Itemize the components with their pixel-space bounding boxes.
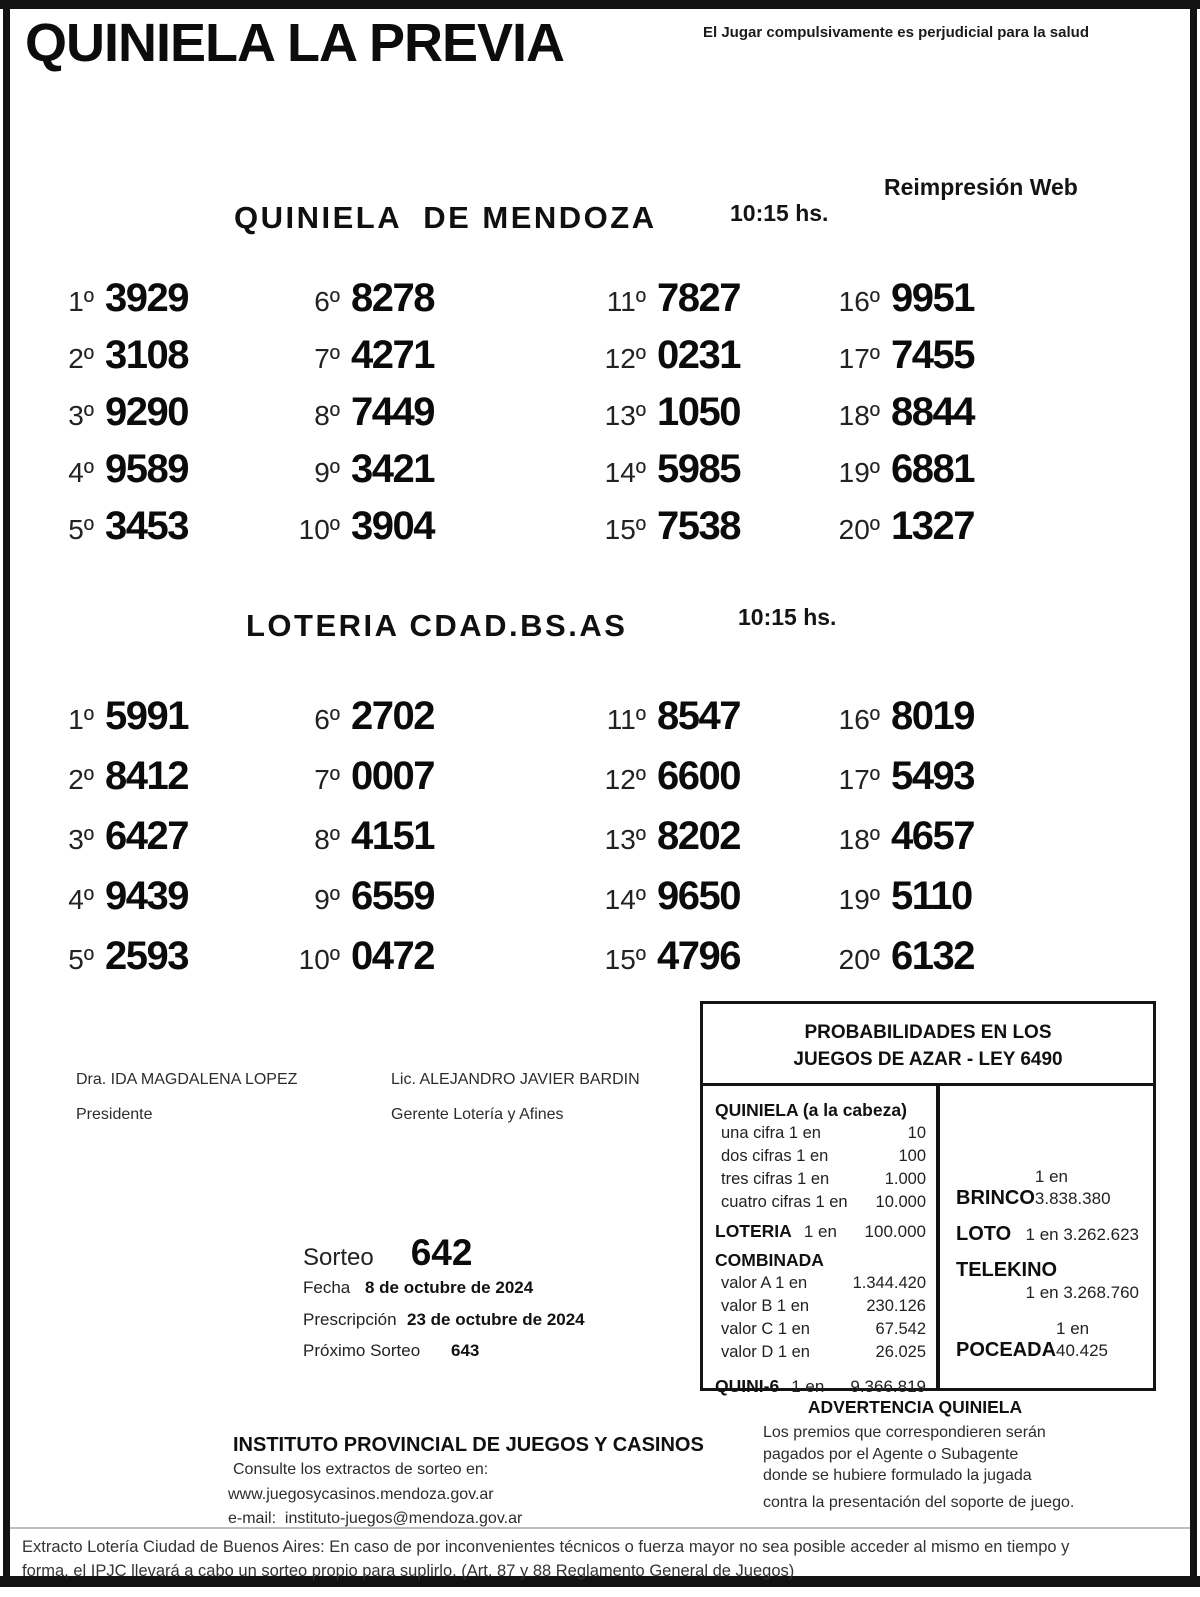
telekino-odds-row <box>956 1258 1139 1304</box>
bsas-results-column-2 <box>298 686 434 986</box>
fecha-value: 8 de octubre de 2024 <box>365 1278 534 1297</box>
winning-number: 9589 <box>105 447 188 491</box>
mendoza-results-grid <box>0 270 1200 558</box>
institute-website: www.juegosycasinos.mendoza.gov.ar <box>228 1486 494 1503</box>
loteria-odds-row <box>715 1219 926 1244</box>
winning-number: 4151 <box>351 814 434 858</box>
result-entry <box>822 866 974 926</box>
winning-number: 3453 <box>105 504 188 548</box>
winning-number: 1050 <box>657 390 740 434</box>
draw-position-label: 16º <box>838 286 880 317</box>
footer-separator <box>10 1527 1190 1529</box>
mendoza-results-column-1 <box>52 270 188 555</box>
winning-number: 6427 <box>105 814 188 858</box>
result-entry <box>298 327 434 384</box>
odds-mid: 1 en <box>791 1377 825 1396</box>
page-border-top <box>0 0 1200 9</box>
official-role-manager: Gerente Lotería y Afines <box>391 1106 564 1123</box>
reprint-label: Reimpresión Web <box>884 174 1078 200</box>
draw-position-label: 7º <box>314 343 340 374</box>
proximo-sorteo-row <box>303 1340 479 1362</box>
draw-position-label: 3º <box>68 400 94 431</box>
fecha-label: Fecha <box>303 1278 351 1297</box>
winning-number: 8278 <box>351 276 434 320</box>
draw-position-label: 11º <box>606 704 646 735</box>
result-entry <box>52 686 188 746</box>
draw-position-label: 10º <box>298 514 340 545</box>
odds-value: 26.025 <box>875 1343 926 1361</box>
draw-position-label: 19º <box>838 884 880 915</box>
odds-mid: 1 en <box>803 1222 837 1241</box>
winning-number: 7449 <box>351 390 434 434</box>
result-entry <box>52 384 188 441</box>
result-entry <box>52 270 188 327</box>
result-entry <box>822 806 974 866</box>
advertencia-line: contra la presentación del soporte de juego. <box>763 1493 1075 1511</box>
odds-label: valor C 1 en <box>721 1320 810 1338</box>
odds-label: valor B 1 en <box>721 1297 810 1315</box>
winning-number: 7455 <box>891 333 974 377</box>
odds-value: 10.000 <box>875 1193 926 1211</box>
odds-label: cuatro cifras 1 en <box>721 1193 848 1211</box>
bsas-results-grid <box>0 686 1200 986</box>
draw-position-label: 3º <box>68 824 94 855</box>
odds-row <box>715 1341 926 1364</box>
result-entry <box>52 926 188 986</box>
game-label: LOTO <box>956 1223 1012 1245</box>
result-entry <box>52 498 188 555</box>
bsas-results-column-1 <box>52 686 188 986</box>
odds-value: 100 <box>898 1147 926 1165</box>
winning-number: 9650 <box>657 874 740 918</box>
winning-number: 5991 <box>105 694 188 738</box>
draw-position-label: 7º <box>314 764 340 795</box>
draw-position-label: 1º <box>68 704 94 735</box>
result-entry <box>52 327 188 384</box>
odds-value: 100.000 <box>864 1222 926 1241</box>
odds-value: 67.542 <box>875 1320 926 1338</box>
result-entry <box>588 441 740 498</box>
result-entry <box>588 926 740 986</box>
advertencia-title: ADVERTENCIA QUINIELA <box>807 1397 1023 1417</box>
odds-value: 1 en 3.262.623 <box>1025 1225 1139 1244</box>
bsas-draw-time: 10:15 hs. <box>738 604 837 630</box>
winning-number: 4796 <box>657 934 740 978</box>
prescripcion-row <box>303 1309 585 1331</box>
result-entry <box>298 498 434 555</box>
mendoza-results-column-4 <box>822 270 974 555</box>
result-entry <box>298 270 434 327</box>
winning-number: 2702 <box>351 694 434 738</box>
probabilities-box-title <box>703 1004 1153 1086</box>
draw-position-label: 13º <box>604 400 646 431</box>
draw-position-label: 6º <box>314 286 340 317</box>
quini6-odds-row <box>715 1374 926 1399</box>
draw-position-label: 1º <box>68 286 94 317</box>
draw-position-label: 4º <box>68 457 94 488</box>
draw-position-label: 8º <box>314 400 340 431</box>
fecha-row <box>303 1277 533 1299</box>
mendoza-draw-time: 10:15 hs. <box>730 200 829 226</box>
odds-value: 9.366.819 <box>850 1377 926 1396</box>
poceada-odds-row <box>956 1318 1139 1362</box>
official-role-president: Presidente <box>76 1106 153 1123</box>
draw-position-label: 2º <box>68 343 94 374</box>
winning-number: 0472 <box>351 934 434 978</box>
odds-label: tres cifras 1 en <box>721 1170 830 1188</box>
winning-number: 9290 <box>105 390 188 434</box>
winning-number: 2593 <box>105 934 188 978</box>
footer-note-line1: Extracto Lotería Ciudad de Buenos Aires: En caso de por inconvenientes técnicos o fuerza mayor no sea posible acceder al mismo en tiempo y <box>22 1538 1070 1556</box>
draw-position-label: 20º <box>838 944 880 975</box>
game-label: POCEADA <box>956 1339 1057 1361</box>
odds-row <box>715 1122 926 1145</box>
proximo-sorteo-value: 643 <box>451 1341 480 1360</box>
draw-position-label: 17º <box>838 343 880 374</box>
official-name-manager: Lic. ALEJANDRO JAVIER BARDIN <box>391 1071 640 1088</box>
page-title: QUINIELA LA PREVIA <box>25 13 565 73</box>
mendoza-results-column-3 <box>588 270 740 555</box>
advertencia-line: donde se hubiere formulado la jugada <box>763 1467 1032 1484</box>
odds-label: LOTERIA <box>715 1221 792 1241</box>
winning-number: 4657 <box>891 814 974 858</box>
winning-number: 0007 <box>351 754 434 798</box>
winning-number: 4271 <box>351 333 434 377</box>
advertencia-line: pagados por el Agente o Subagente <box>763 1445 1019 1463</box>
draw-position-label: 20º <box>838 514 880 545</box>
result-entry <box>52 806 188 866</box>
odds-row <box>715 1145 926 1168</box>
draw-position-label: 8º <box>314 824 340 855</box>
draw-position-label: 10º <box>298 944 340 975</box>
draw-position-label: 11º <box>606 286 646 317</box>
probabilities-title-line1: PROBABILIDADES EN LOS <box>804 1022 1052 1043</box>
odds-value: 1 en 3.268.760 <box>1025 1283 1139 1302</box>
odds-row <box>715 1318 926 1341</box>
winning-number: 9951 <box>891 276 974 320</box>
winning-number: 6559 <box>351 874 434 918</box>
bsas-section-title: LOTERIA CDAD.BS.AS <box>246 608 628 643</box>
draw-position-label: 15º <box>604 514 646 545</box>
game-label: TELEKINO <box>956 1259 1058 1281</box>
winning-number: 8019 <box>891 694 974 738</box>
result-entry <box>588 866 740 926</box>
draw-position-label: 14º <box>604 884 646 915</box>
game-label: BRINCO <box>956 1187 1035 1209</box>
bsas-results-column-4 <box>822 686 974 986</box>
winning-number: 3904 <box>351 504 434 548</box>
draw-position-label: 16º <box>838 704 880 735</box>
odds-value: 1 en 3.838.380 <box>1034 1167 1111 1208</box>
result-entry <box>298 866 434 926</box>
institute-consult-line: Consulte los extractos de sorteo en: <box>233 1461 489 1478</box>
draw-position-label: 15º <box>604 944 646 975</box>
odds-label: valor A 1 en <box>721 1274 808 1292</box>
mendoza-results-column-2 <box>298 270 434 555</box>
draw-position-label: 6º <box>314 704 340 735</box>
odds-label: valor D 1 en <box>721 1343 810 1361</box>
official-name-president: Dra. IDA MAGDALENA LOPEZ <box>76 1071 298 1088</box>
institute-name: INSTITUTO PROVINCIAL DE JUEGOS Y CASINOS <box>233 1434 704 1456</box>
result-entry <box>822 686 974 746</box>
result-entry <box>52 441 188 498</box>
draw-position-label: 2º <box>68 764 94 795</box>
winning-number: 6881 <box>891 447 974 491</box>
winning-number: 5110 <box>891 874 972 918</box>
institute-email: e-mail: instituto-juegos@mendoza.gov.ar <box>228 1510 523 1527</box>
winning-number: 8547 <box>657 694 740 738</box>
result-entry <box>298 686 434 746</box>
result-entry <box>822 270 974 327</box>
probabilities-right-column <box>940 1086 1153 1388</box>
prescripcion-label: Prescripción <box>303 1310 397 1329</box>
odds-value: 10 <box>907 1124 926 1142</box>
result-entry <box>52 746 188 806</box>
result-entry <box>298 806 434 866</box>
draw-position-label: 17º <box>838 764 880 795</box>
footer-note-line2: forma, el IPJC llevará a cabo un sorteo propio para suplirlo. (Art. 87 y 88 Reglamento General de Juegos) <box>22 1562 795 1580</box>
gambling-warning-text: El Jugar compulsivamente es perjudicial para la salud <box>703 24 1089 41</box>
winning-number: 9439 <box>105 874 188 918</box>
result-entry <box>52 866 188 926</box>
winning-number: 0231 <box>657 333 740 377</box>
winning-number: 8844 <box>891 390 974 434</box>
odds-row <box>715 1168 926 1191</box>
winning-number: 7538 <box>657 504 740 548</box>
prescripcion-value: 23 de octubre de 2024 <box>407 1310 585 1329</box>
draw-position-label: 5º <box>68 944 94 975</box>
draw-position-label: 4º <box>68 884 94 915</box>
result-entry <box>822 926 974 986</box>
result-entry <box>298 384 434 441</box>
sorteo-row <box>303 1232 472 1274</box>
odds-value: 1.344.420 <box>852 1274 926 1292</box>
result-entry <box>588 806 740 866</box>
bsas-results-column-3 <box>588 686 740 986</box>
result-entry <box>822 384 974 441</box>
winning-number: 8202 <box>657 814 740 858</box>
draw-position-label: 18º <box>838 824 880 855</box>
mendoza-section-title: QUINIELA DE MENDOZA <box>234 200 657 235</box>
result-entry <box>588 746 740 806</box>
winning-number: 7827 <box>657 276 740 320</box>
winning-number: 6132 <box>891 934 974 978</box>
draw-position-label: 14º <box>604 457 646 488</box>
probabilities-box <box>700 1001 1156 1396</box>
draw-position-label: 18º <box>838 400 880 431</box>
winning-number: 5985 <box>657 447 740 491</box>
winning-number: 3929 <box>105 276 188 320</box>
winning-number: 1327 <box>891 504 974 548</box>
combinada-odds-header: COMBINADA <box>715 1250 824 1270</box>
draw-position-label: 9º <box>314 884 340 915</box>
odds-row <box>715 1272 926 1295</box>
result-entry <box>588 384 740 441</box>
odds-label: una cifra 1 en <box>721 1124 821 1142</box>
draw-position-label: 19º <box>838 457 880 488</box>
probabilities-left-column <box>703 1086 936 1396</box>
odds-value: 1 en 40.425 <box>1056 1319 1109 1360</box>
odds-label: dos cifras 1 en <box>721 1147 829 1165</box>
result-entry <box>822 498 974 555</box>
result-entry <box>588 327 740 384</box>
winning-number: 8412 <box>105 754 188 798</box>
advertencia-text <box>763 1422 1074 1513</box>
draw-position-label: 12º <box>604 764 646 795</box>
winning-number: 3421 <box>351 447 434 491</box>
winning-number: 6600 <box>657 754 740 798</box>
odds-row <box>715 1191 926 1214</box>
advertencia-line: Los premios que correspondieren serán <box>763 1424 1046 1441</box>
result-entry <box>298 746 434 806</box>
result-entry <box>822 441 974 498</box>
proximo-sorteo-label: Próximo Sorteo <box>303 1341 421 1360</box>
sorteo-label: Sorteo <box>303 1244 374 1271</box>
result-entry <box>298 926 434 986</box>
result-entry <box>822 746 974 806</box>
draw-position-label: 12º <box>604 343 646 374</box>
result-entry <box>822 327 974 384</box>
quiniela-odds-header: QUINIELA (a la cabeza) <box>715 1100 907 1120</box>
probabilities-title-line2: JUEGOS DE AZAR - LEY 6490 <box>793 1049 1063 1070</box>
winning-number: 3108 <box>105 333 188 377</box>
sorteo-number: 642 <box>410 1232 473 1273</box>
odds-value: 1.000 <box>884 1170 926 1188</box>
odds-label: QUINI-6 <box>715 1376 780 1396</box>
winning-number: 5493 <box>891 754 974 798</box>
result-entry <box>298 441 434 498</box>
draw-position-label: 9º <box>314 457 340 488</box>
result-entry <box>588 270 740 327</box>
result-entry <box>588 686 740 746</box>
draw-position-label: 13º <box>604 824 646 855</box>
result-entry <box>588 498 740 555</box>
brinco-odds-row <box>956 1166 1139 1210</box>
odds-value: 230.126 <box>866 1297 926 1315</box>
odds-row <box>715 1295 926 1318</box>
draw-position-label: 5º <box>68 514 94 545</box>
loto-odds-row <box>956 1222 1139 1246</box>
